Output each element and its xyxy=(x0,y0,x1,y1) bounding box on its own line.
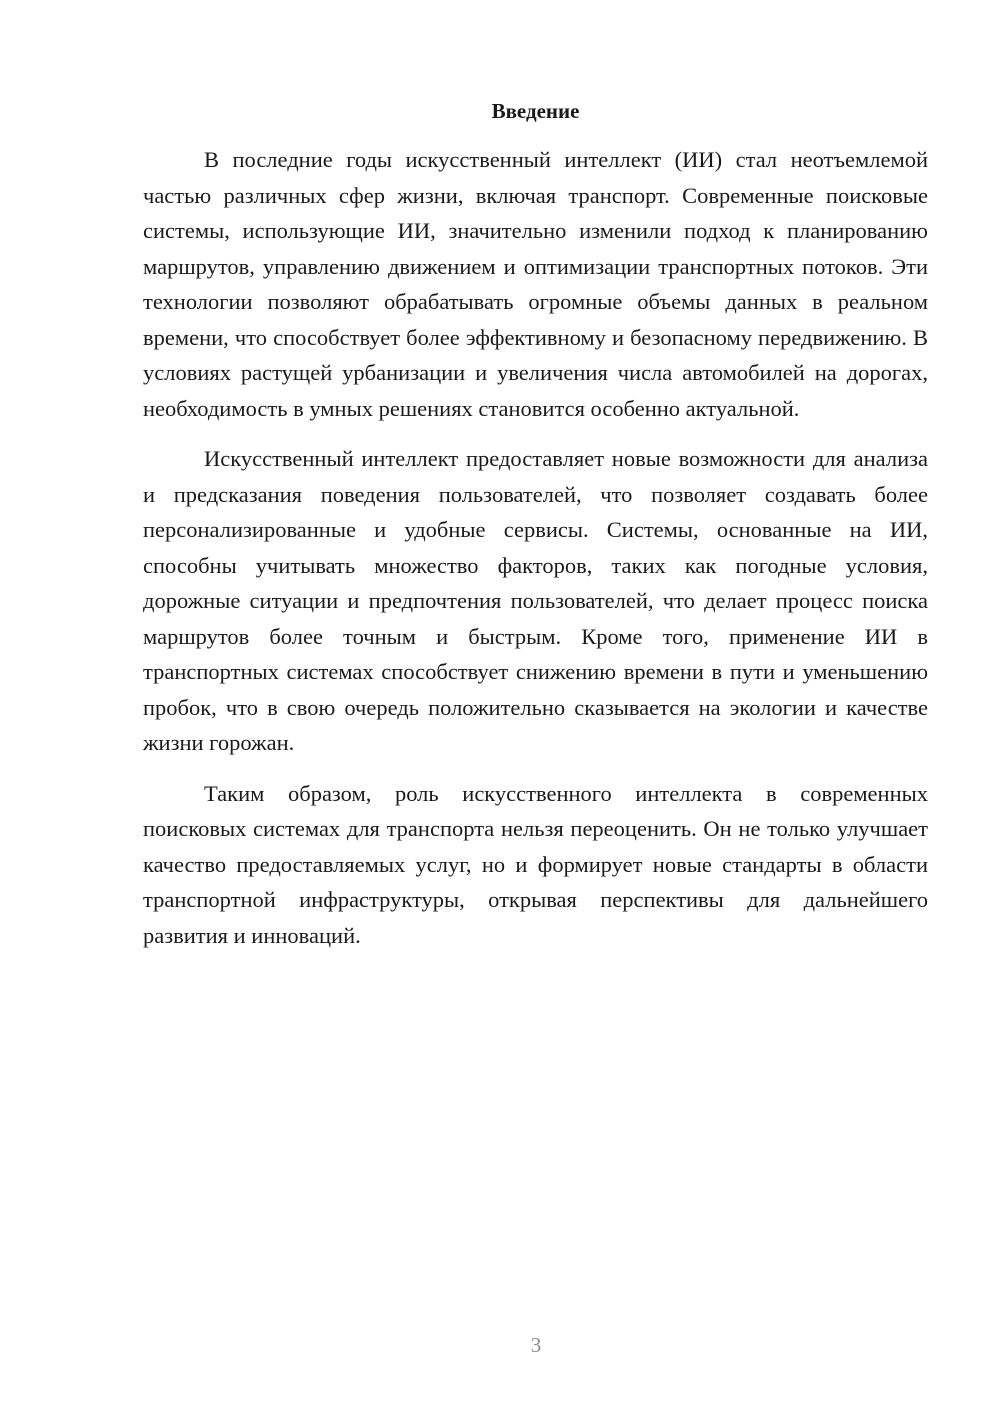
section-heading: Введение xyxy=(491,99,580,123)
body-text xyxy=(143,142,928,968)
paragraph-1: В последние годы искусственный интеллект (ИИ) стал неотъемлемой частью различных сфер жизни, включая транспорт. Современные поисковые системы, использующие ИИ, значительно изменили подход к планированию маршрутов, управлению движением и оптимизации транспортных потоков. Эти технологии позволяют обрабатывать огромные объемы данных в реальном времени, что способствует более эффективному и безопасному передвижению. В условиях растущей урбанизации и увеличения числа автомобилей на дорогах, необходимость в умных решениях становится особенно актуальной. xyxy=(143,147,928,421)
paragraph-3: Таким образом, роль искусственного интеллекта в современных поисковых системах для транспорта нельзя переоценить. Он не только улучшает качество предоставляемых услуг, но и формирует новые стандарты в области транспортной инфраструктуры, открывая перспективы для дальнейшего развития и инноваций. xyxy=(143,780,928,948)
page-number: 3 xyxy=(530,1333,542,1357)
paragraph-2: Искусственный интеллект предоставляет новые возможности для анализа и предсказания поведения пользователей, что позволяет создавать более персонализированные и удобные сервисы. Системы, основанные на ИИ, способны учитывать множество факторов, таких как погодные условия, дорожные ситуации и предпочтения пользователей, что делает процесс поиска маршрутов более точным и быстрым. Кроме того, применение ИИ в транспортных системах способствует снижению времени в пути и уменьшению пробок, что в свою очередь положительно сказывается на экологии и качестве жизни горожан. xyxy=(143,446,928,755)
